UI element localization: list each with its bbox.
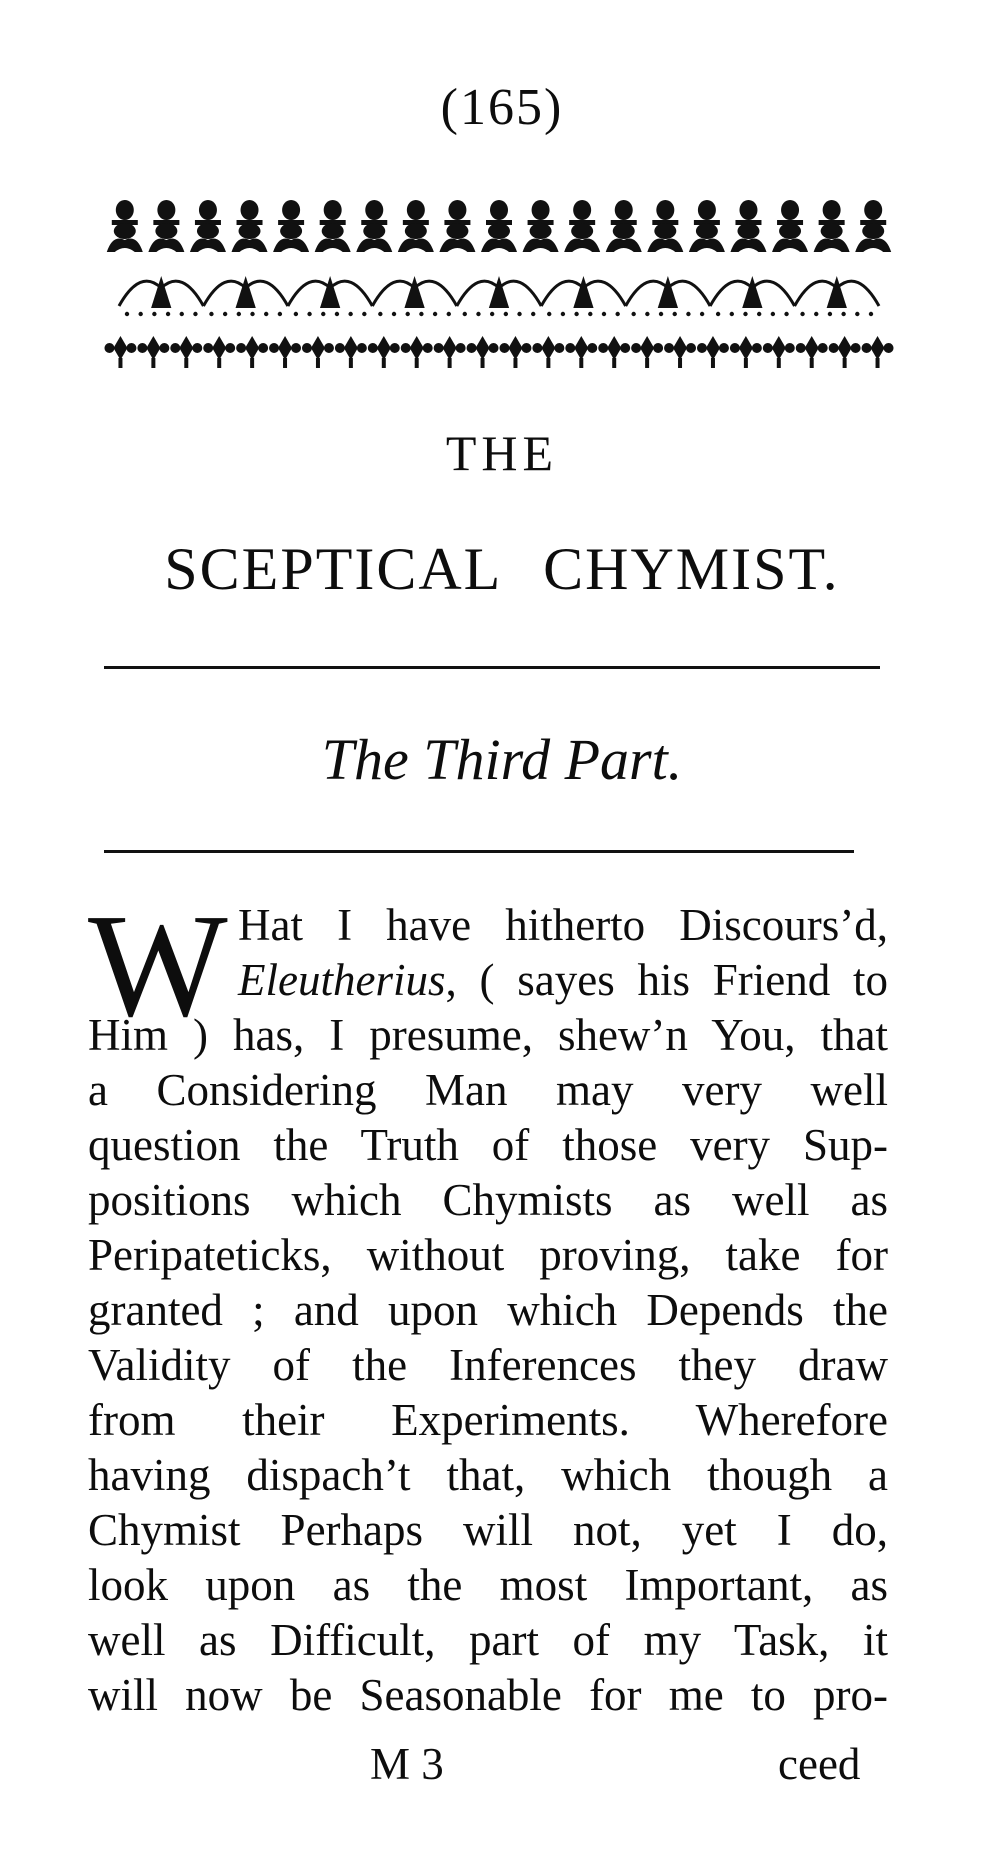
text-segment: granted ; and upon which Depends the [88, 1285, 888, 1335]
ornament-row-bottom [104, 336, 893, 368]
ornament-arabesque [372, 276, 456, 316]
text-line [88, 1558, 888, 1613]
ornament-fleuron [763, 336, 795, 368]
text-segment: Hat I have hitherto Discours’d, [238, 900, 888, 950]
ornament-fleuron [269, 336, 301, 368]
page-number: (165) [440, 79, 564, 136]
text-segment: having dispach’t that, which though a [88, 1450, 888, 1500]
text-line [88, 1668, 888, 1723]
text-line [88, 1118, 888, 1173]
ornament-bud [398, 200, 434, 252]
ornament-bud [273, 200, 309, 252]
ornament-bud [439, 200, 475, 252]
ornament-bud [855, 200, 891, 252]
ornament-bud [190, 200, 226, 252]
ornament-fleuron [697, 336, 729, 368]
text-line [88, 1283, 888, 1338]
drop-cap: W [88, 884, 228, 1048]
ornament-fleuron [829, 336, 861, 368]
ornament-fleuron [796, 336, 828, 368]
ornament-fleuron [565, 336, 597, 368]
ornament-bud [315, 200, 351, 252]
text-segment: Validity of the Inferences they draw [88, 1340, 888, 1390]
body-text [88, 898, 888, 1723]
text-segment: will now be Seasonable for me to pro- [88, 1670, 888, 1720]
ornament-bud [814, 200, 850, 252]
ornament-bud [107, 200, 143, 252]
ornament-fleuron [499, 336, 531, 368]
ornament-fleuron [236, 336, 268, 368]
ornament-bud [772, 200, 808, 252]
horizontal-rule-bottom [104, 850, 854, 853]
ornament-bud [148, 200, 184, 252]
ornament-fleuron [302, 336, 334, 368]
ornament-fleuron [862, 336, 894, 368]
ornament-row-top [107, 200, 891, 252]
title-the: THE [445, 425, 559, 481]
text-segment: Peripateticks, without proving, take for [88, 1230, 888, 1280]
ornament-fleuron [730, 336, 762, 368]
ornament-fleuron [598, 336, 630, 368]
ornament-bud [647, 200, 683, 252]
ornament-bud [564, 200, 600, 252]
ornament-bud [523, 200, 559, 252]
catchword: ceed [778, 1739, 861, 1789]
ornamental-headpiece [104, 196, 894, 374]
ornament-bud [356, 200, 392, 252]
ornament-arabesque [288, 276, 372, 316]
text-line [88, 1063, 888, 1118]
ornament-fleuron [434, 336, 466, 368]
ornament-fleuron [203, 336, 235, 368]
ornament-bud [232, 200, 268, 252]
text-segment: question the Truth of those very Sup- [88, 1120, 888, 1170]
part-title: The Third Part. [321, 727, 683, 792]
ornament-bud [481, 200, 517, 252]
ornament-bud [730, 200, 766, 252]
ornament-fleuron [104, 336, 136, 368]
text-segment: , ( sayes his Friend to [445, 955, 888, 1005]
text-line [238, 953, 888, 1008]
text-line [88, 1228, 888, 1283]
text-line [88, 1173, 888, 1228]
ornament-arabesque [119, 276, 203, 316]
text-segment: Chymist Perhaps will not, yet I do, [88, 1505, 888, 1555]
ornament-fleuron [664, 336, 696, 368]
text-line [88, 1613, 888, 1668]
horizontal-rule-top [104, 666, 880, 669]
text-line [88, 1393, 888, 1448]
ornament-fleuron [170, 336, 202, 368]
text-segment: positions which Chymists as well as [88, 1175, 888, 1225]
ornament-fleuron [467, 336, 499, 368]
ornament-arabesque [710, 276, 794, 316]
text-segment: Him ) has, I presume, shew’n You, that [88, 1010, 888, 1060]
ornament-arabesque [795, 276, 879, 316]
italic-name: Eleutherius [238, 955, 446, 1005]
ornament-fleuron [631, 336, 663, 368]
text-line [88, 1448, 888, 1503]
text-line [88, 1008, 888, 1063]
ornament-fleuron [335, 336, 367, 368]
text-line [238, 898, 888, 953]
ornament-bud [606, 200, 642, 252]
ornament-row-middle [119, 276, 879, 316]
signature-mark: M 3 [370, 1739, 444, 1789]
ornament-arabesque [203, 276, 287, 316]
text-segment: from their Experiments. Wherefore [88, 1395, 888, 1445]
ornament-fleuron [137, 336, 169, 368]
ornament-arabesque [626, 276, 710, 316]
ornament-fleuron [401, 336, 433, 368]
ornament-arabesque [541, 276, 625, 316]
ornament-fleuron [368, 336, 400, 368]
book-title: SCEPTICAL CHYMIST. [164, 536, 840, 602]
text-segment: a Considering Man may very well [88, 1065, 888, 1115]
text-segment: look upon as the most Important, as [88, 1560, 888, 1610]
ornament-bud [689, 200, 725, 252]
ornament-fleuron [532, 336, 564, 368]
text-line [88, 1503, 888, 1558]
text-line [88, 1338, 888, 1393]
text-segment: well as Difficult, part of my Task, it [88, 1615, 888, 1665]
ornament-arabesque [457, 276, 541, 316]
